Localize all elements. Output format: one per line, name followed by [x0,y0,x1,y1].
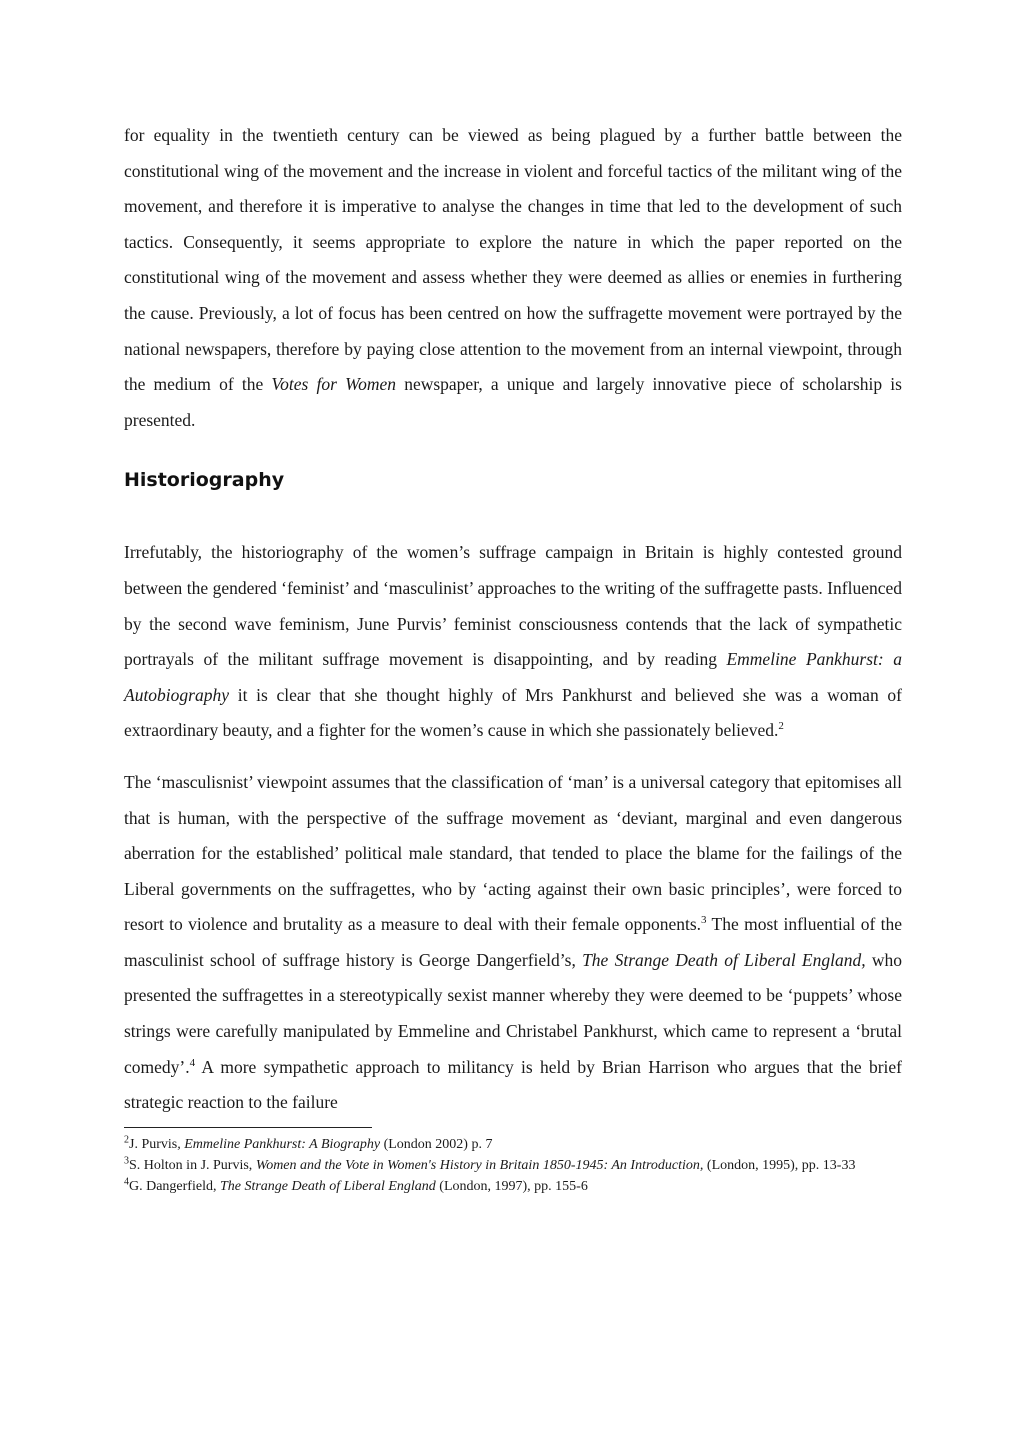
italic-title: Women and the Vote in Women's History in Britain 1850-1945: An Introduction, [255,1157,704,1173]
italic-title: The Strange Death of Liberal England [219,1178,436,1194]
paragraph-2 [124,535,902,749]
text-run: who presented the suffragettes in a stereotypically sexist manner whereby they were deemed to be ‘puppets’ whose strings were carefully manipulated by Emmeline and Christabel Pankhurst, which came to represent a ‘brutal comedy’. [124,949,902,1077]
footnote-2 [124,1134,902,1155]
text-run: S. Holton in J. Purvis, [129,1157,256,1173]
text-run: Irrefutably, the historiography of the women’s suffrage campaign in Britain is highly contested ground between the gendered ‘feminist’ and ‘masculinist’ approaches to the writing of the suffragette pasts. Influenced by the second wave feminism, June Purvis’ feminist consciousness contends that the lack of sympathetic portrayals of the militant suffrage movement is disappointing, and by reading [124,542,902,670]
footnote-ref: 4 [124,1176,129,1188]
document-page [124,118,902,1197]
footnote-3 [124,1155,902,1176]
italic-title: Emmeline Pankhurst: a Autobiography [124,649,902,705]
text-run: newspaper, a unique and largely innovative piece of scholarship is presented. [124,374,902,430]
footnote-ref: 2 [124,1134,129,1146]
text-run: G. Dangerfield, [129,1178,220,1194]
paragraph-3 [124,765,902,1121]
text-run: (London, 1995), pp. 13-33 [703,1157,856,1173]
footnote-ref: 2 [778,720,784,733]
text-run: A more sympathetic approach to militancy is held by Brian Harrison who argues that the brief strategic reaction to the failure [124,1056,902,1113]
paragraph-1 [124,118,902,438]
footnotes [124,1134,902,1197]
italic-title: Votes for Women [271,374,397,395]
footnote-divider [124,1127,372,1128]
italic-title: , Emmeline Pankhurst: A Biography [177,1136,381,1152]
text-run: The most influential of the masculinist school of suffrage history is George Dangerfield’s, [124,914,902,970]
footnote-ref: 3 [701,914,707,927]
section-heading: Historiography [124,469,285,492]
text-run: it is clear that she thought highly of Mrs Pankhurst and believed she was a woman of extraordinary beauty, and a fighter for the women’s cause in which she passionately believed. [124,684,902,741]
footnote-ref: 3 [124,1155,129,1167]
footnote-ref: 4 [189,1056,196,1069]
text-run: (London 2002) p. 7 [380,1136,493,1152]
text-run: The ‘masculisnist’ viewpoint assumes that the classification of ‘man’ is a universal category that epitomises all that is human, with the perspective of the suffrage movement as ‘deviant, marginal and even dangerous aberration for the established’ political male standard, that tended to place the blame for the failings of the Liberal governments on the suffragettes, who by ‘acting against their own basic principles’, were forced to resort to violence and brutality as a measure to deal with their female opponents. [124,771,902,935]
text-run: (London, 1997), pp. 155-6 [435,1178,588,1194]
footnote-4 [124,1176,902,1197]
text-run: for equality in the twentieth century can be viewed as being plagued by a further battle between the constitutional wing of the movement and the increase in violent and forceful tactics of the militant wing of the movement, and therefore it is imperative to analyse the changes in time that led to the development of such tactics. Consequently, it seems appropriate to explore the nature in which the paper reported on the constitutional wing of the movement and assess whether they were deemed as allies or enemies in furthering the cause. Previously, a lot of focus has been centred on how the suffragette movement were portrayed by the national newspapers, therefore by paying close attention to the movement from an internal viewpoint, through the medium of the [124,125,902,395]
text-run: J. Purvis [129,1136,178,1152]
italic-title: The Strange Death of Liberal England, [582,949,866,970]
